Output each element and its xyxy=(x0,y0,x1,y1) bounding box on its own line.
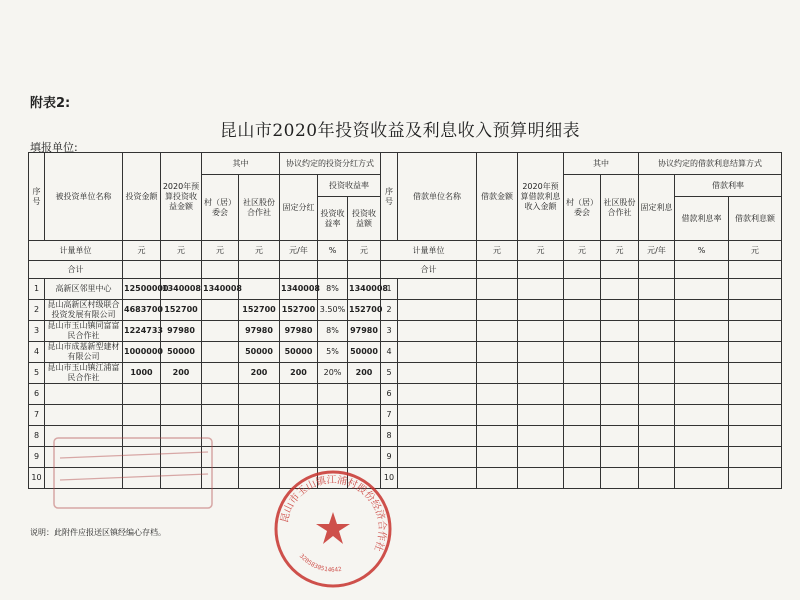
row-empty-cell xyxy=(675,279,729,300)
budget-table xyxy=(28,152,782,489)
header-borrower-name: 借款单位名称 xyxy=(398,153,477,241)
row-village-amount xyxy=(202,468,239,489)
header-loan-interest-amount: 借款利息额 xyxy=(729,197,782,241)
total-cell xyxy=(318,261,348,279)
row-coop-amount: 97980 xyxy=(239,321,280,342)
total-cell xyxy=(675,261,729,279)
row-budget-income: 50000 xyxy=(161,342,202,363)
row-budget-income xyxy=(161,468,202,489)
row-seq-right: 8 xyxy=(381,426,398,447)
row-empty-cell xyxy=(639,384,675,405)
seal-number: 3205830514642 xyxy=(297,552,343,574)
row-empty-cell xyxy=(639,468,675,489)
row-yield-amount: 152700 xyxy=(348,300,381,321)
row-fixed-dividend xyxy=(280,447,318,468)
row-empty-cell xyxy=(398,342,477,363)
row-yield-amount: 200 xyxy=(348,363,381,384)
row-yield-rate xyxy=(318,384,348,405)
row-investee-name: 昆山高新区村级联合投资发展有限公司 xyxy=(45,300,123,321)
row-yield-rate xyxy=(318,447,348,468)
unit-cell: 元 xyxy=(564,241,601,261)
row-village-amount xyxy=(202,426,239,447)
row-empty-cell xyxy=(729,279,782,300)
header-investment-yield-group: 投资收益率 xyxy=(318,175,381,197)
row-investment-amount xyxy=(123,447,161,468)
row-empty-cell xyxy=(518,279,564,300)
row-seq-right: 4 xyxy=(381,342,398,363)
row-village-amount xyxy=(202,300,239,321)
total-cell xyxy=(518,261,564,279)
row-empty-cell xyxy=(518,447,564,468)
header-village-committee-right: 村（居）委会 xyxy=(564,175,601,241)
header-investment-yield-amount: 投资收益额 xyxy=(348,197,381,241)
row-coop-amount: 200 xyxy=(239,363,280,384)
unit-cell: 元 xyxy=(161,241,202,261)
header-agreed-interest-method: 协议约定的借款利息结算方式 xyxy=(639,153,782,175)
row-empty-cell xyxy=(398,447,477,468)
row-budget-income: 97980 xyxy=(161,321,202,342)
row-yield-rate: 3.50% xyxy=(318,300,348,321)
row-yield-rate xyxy=(318,426,348,447)
header-community-coop-right: 社区股份合作社 xyxy=(601,175,639,241)
row-empty-cell xyxy=(398,300,477,321)
unit-cell: 元 xyxy=(518,241,564,261)
total-cell xyxy=(280,261,318,279)
row-investment-amount xyxy=(123,384,161,405)
table-row xyxy=(29,363,782,384)
row-seq-right: 9 xyxy=(381,447,398,468)
row-yield-amount: 50000 xyxy=(348,342,381,363)
row-investee-name xyxy=(45,384,123,405)
header-fixed-dividend: 固定分红 xyxy=(280,175,318,241)
row-yield-rate: 8% xyxy=(318,279,348,300)
row-investee-name xyxy=(45,426,123,447)
row-coop-amount xyxy=(239,384,280,405)
total-cell xyxy=(348,261,381,279)
row-empty-cell xyxy=(675,342,729,363)
row-investee-name xyxy=(45,447,123,468)
total-label-right: 合计 xyxy=(381,261,477,279)
row-empty-cell xyxy=(398,363,477,384)
row-seq-right: 5 xyxy=(381,363,398,384)
row-coop-amount xyxy=(239,405,280,426)
row-empty-cell xyxy=(564,321,601,342)
total-cell xyxy=(729,261,782,279)
header-loan-amount: 借款金额 xyxy=(477,153,518,241)
row-empty-cell xyxy=(564,363,601,384)
row-empty-cell xyxy=(477,426,518,447)
row-empty-cell xyxy=(477,405,518,426)
unit-cell: 元 xyxy=(601,241,639,261)
table-row xyxy=(29,468,782,489)
header-fixed-interest: 固定利息 xyxy=(639,175,675,241)
header-among-right: 其中 xyxy=(564,153,639,175)
row-fixed-dividend xyxy=(280,426,318,447)
row-empty-cell xyxy=(729,321,782,342)
row-investee-name: 昆山市成基新型建材有限公司 xyxy=(45,342,123,363)
unit-cell: % xyxy=(318,241,348,261)
row-budget-income: 1340008 xyxy=(161,279,202,300)
row-empty-cell xyxy=(675,384,729,405)
footnote: 说明：此附件应报送区镇经编心存档。 xyxy=(30,528,166,537)
row-fixed-dividend: 152700 xyxy=(280,300,318,321)
row-empty-cell xyxy=(398,405,477,426)
row-coop-amount xyxy=(239,447,280,468)
row-fixed-dividend xyxy=(280,405,318,426)
row-village-amount xyxy=(202,342,239,363)
total-cell xyxy=(477,261,518,279)
row-seq: 9 xyxy=(29,447,45,468)
row-village-amount xyxy=(202,405,239,426)
row-empty-cell xyxy=(601,342,639,363)
row-fixed-dividend xyxy=(280,384,318,405)
row-empty-cell xyxy=(675,363,729,384)
svg-text:3205830514642 xyxy=(298,553,343,574)
row-empty-cell xyxy=(729,468,782,489)
row-empty-cell xyxy=(639,321,675,342)
row-empty-cell xyxy=(729,363,782,384)
total-cell xyxy=(564,261,601,279)
header-loan-interest-rate: 借款利息率 xyxy=(675,197,729,241)
unit-cell: 元/年 xyxy=(639,241,675,261)
header-community-coop: 社区股份合作社 xyxy=(239,175,280,241)
row-village-amount xyxy=(202,384,239,405)
header-seq-right: 序号 xyxy=(381,153,398,241)
row-empty-cell xyxy=(601,384,639,405)
row-empty-cell xyxy=(729,426,782,447)
header-seq: 序号 xyxy=(29,153,45,241)
row-seq: 1 xyxy=(29,279,45,300)
row-empty-cell xyxy=(518,342,564,363)
unit-cell: 元/年 xyxy=(280,241,318,261)
row-yield-amount xyxy=(348,384,381,405)
header-among: 其中 xyxy=(202,153,280,175)
row-seq: 3 xyxy=(29,321,45,342)
row-village-amount: 1340008 xyxy=(202,279,239,300)
row-empty-cell xyxy=(601,363,639,384)
row-empty-cell xyxy=(601,279,639,300)
row-empty-cell xyxy=(477,468,518,489)
row-investment-amount: 1000000 xyxy=(123,342,161,363)
row-empty-cell xyxy=(564,405,601,426)
row-empty-cell xyxy=(564,468,601,489)
table-row xyxy=(29,384,782,405)
row-empty-cell xyxy=(601,300,639,321)
row-empty-cell xyxy=(518,321,564,342)
table-row xyxy=(29,342,782,363)
row-investee-name: 高新区邻里中心 xyxy=(45,279,123,300)
row-yield-rate: 20% xyxy=(318,363,348,384)
row-seq: 8 xyxy=(29,426,45,447)
header-loan-rate-group: 借款利率 xyxy=(675,175,782,197)
total-cell xyxy=(639,261,675,279)
row-empty-cell xyxy=(564,447,601,468)
header-investee-name: 被投资单位名称 xyxy=(45,153,123,241)
row-seq: 5 xyxy=(29,363,45,384)
row-budget-income xyxy=(161,405,202,426)
row-fixed-dividend: 1340008 xyxy=(280,279,318,300)
row-investment-amount xyxy=(123,468,161,489)
seal-text: 昆山市玉山镇江浦村股份经济合作社 xyxy=(279,474,388,553)
row-yield-amount: 1340008 xyxy=(348,279,381,300)
row-seq: 2 xyxy=(29,300,45,321)
row-seq-right: 7 xyxy=(381,405,398,426)
table-row xyxy=(29,279,782,300)
row-empty-cell xyxy=(477,279,518,300)
row-empty-cell xyxy=(564,384,601,405)
row-investee-name xyxy=(45,468,123,489)
row-empty-cell xyxy=(639,342,675,363)
unit-cell: 元 xyxy=(477,241,518,261)
table-row xyxy=(29,426,782,447)
total-label: 合计 xyxy=(29,261,123,279)
row-investee-name: 昆山市玉山镇同富富民合作社 xyxy=(45,321,123,342)
row-empty-cell xyxy=(729,447,782,468)
unit-cell: 元 xyxy=(123,241,161,261)
row-seq: 6 xyxy=(29,384,45,405)
data-rows xyxy=(29,279,782,489)
row-empty-cell xyxy=(564,426,601,447)
row-empty-cell xyxy=(639,279,675,300)
unit-label-right: 计量单位 xyxy=(381,241,477,261)
header-budget-interest: 2020年预算借款利息收入金额 xyxy=(518,153,564,241)
total-cell xyxy=(239,261,280,279)
row-fixed-dividend: 50000 xyxy=(280,342,318,363)
row-coop-amount: 152700 xyxy=(239,300,280,321)
table-row xyxy=(29,300,782,321)
filing-unit-label: 填报单位: xyxy=(30,141,78,154)
total-cell xyxy=(601,261,639,279)
row-seq-right: 10 xyxy=(381,468,398,489)
row-coop-amount xyxy=(239,468,280,489)
row-coop-amount xyxy=(239,279,280,300)
page-title: 昆山市2020年投资收益及利息收入预算明细表 xyxy=(219,121,581,141)
unit-cell: 元 xyxy=(729,241,782,261)
table-row xyxy=(29,447,782,468)
row-empty-cell xyxy=(398,384,477,405)
row-empty-cell xyxy=(564,279,601,300)
row-village-amount xyxy=(202,363,239,384)
row-empty-cell xyxy=(398,426,477,447)
row-empty-cell xyxy=(639,447,675,468)
row-empty-cell xyxy=(601,447,639,468)
row-investee-name xyxy=(45,405,123,426)
row-empty-cell xyxy=(729,384,782,405)
header-investment-amount: 投资金额 xyxy=(123,153,161,241)
row-empty-cell xyxy=(729,300,782,321)
row-yield-amount: 97980 xyxy=(348,321,381,342)
header-budget-income: 2020年预算投资收益金额 xyxy=(161,153,202,241)
row-investment-amount: 12500000 xyxy=(123,279,161,300)
row-yield-amount xyxy=(348,426,381,447)
row-village-amount xyxy=(202,447,239,468)
row-empty-cell xyxy=(675,426,729,447)
row-empty-cell xyxy=(398,321,477,342)
row-empty-cell xyxy=(675,321,729,342)
row-yield-rate: 8% xyxy=(318,321,348,342)
row-village-amount xyxy=(202,321,239,342)
row-empty-cell xyxy=(518,468,564,489)
row-empty-cell xyxy=(518,300,564,321)
row-empty-cell xyxy=(675,468,729,489)
row-empty-cell xyxy=(601,321,639,342)
row-coop-amount: 50000 xyxy=(239,342,280,363)
unit-label: 计量单位 xyxy=(29,241,123,261)
row-seq-right: 3 xyxy=(381,321,398,342)
table-row xyxy=(29,405,782,426)
row-seq-right: 2 xyxy=(381,300,398,321)
row-yield-amount xyxy=(348,447,381,468)
row-seq: 4 xyxy=(29,342,45,363)
row-yield-amount xyxy=(348,468,381,489)
row-investee-name: 昆山市玉山镇江浦富民合作社 xyxy=(45,363,123,384)
row-budget-income xyxy=(161,426,202,447)
row-investment-amount: 1224733 xyxy=(123,321,161,342)
row-empty-cell xyxy=(639,300,675,321)
attachment-label: 附表2: xyxy=(30,96,71,111)
header-village-committee: 村（居）委会 xyxy=(202,175,239,241)
row-empty-cell xyxy=(564,300,601,321)
row-empty-cell xyxy=(639,405,675,426)
row-empty-cell xyxy=(518,426,564,447)
row-seq-right: 6 xyxy=(381,384,398,405)
row-empty-cell xyxy=(675,300,729,321)
row-yield-rate xyxy=(318,468,348,489)
row-investment-amount: 1000 xyxy=(123,363,161,384)
unit-cell: 元 xyxy=(239,241,280,261)
row-empty-cell xyxy=(518,363,564,384)
row-empty-cell xyxy=(639,363,675,384)
row-fixed-dividend xyxy=(280,468,318,489)
unit-cell: % xyxy=(675,241,729,261)
row-seq-right: 1 xyxy=(381,279,398,300)
row-empty-cell xyxy=(477,363,518,384)
row-empty-cell xyxy=(477,321,518,342)
row-investment-amount xyxy=(123,405,161,426)
row-empty-cell xyxy=(601,468,639,489)
row-empty-cell xyxy=(477,300,518,321)
row-budget-income xyxy=(161,447,202,468)
row-investment-amount xyxy=(123,426,161,447)
total-cell xyxy=(123,261,161,279)
unit-cell: 元 xyxy=(202,241,239,261)
row-investment-amount: 4683700 xyxy=(123,300,161,321)
row-empty-cell xyxy=(398,468,477,489)
row-fixed-dividend: 97980 xyxy=(280,321,318,342)
row-budget-income: 200 xyxy=(161,363,202,384)
total-cell xyxy=(202,261,239,279)
row-yield-rate xyxy=(318,405,348,426)
row-empty-cell xyxy=(729,405,782,426)
row-budget-income xyxy=(161,384,202,405)
row-empty-cell xyxy=(639,426,675,447)
row-budget-income: 152700 xyxy=(161,300,202,321)
row-empty-cell xyxy=(477,342,518,363)
row-empty-cell xyxy=(477,384,518,405)
row-empty-cell xyxy=(477,447,518,468)
row-empty-cell xyxy=(729,342,782,363)
row-fixed-dividend: 200 xyxy=(280,363,318,384)
unit-cell: 元 xyxy=(348,241,381,261)
row-empty-cell xyxy=(398,279,477,300)
row-empty-cell xyxy=(601,426,639,447)
row-seq: 10 xyxy=(29,468,45,489)
row-empty-cell xyxy=(518,405,564,426)
row-coop-amount xyxy=(239,426,280,447)
row-seq: 7 xyxy=(29,405,45,426)
row-empty-cell xyxy=(518,384,564,405)
row-yield-rate: 5% xyxy=(318,342,348,363)
row-yield-amount xyxy=(348,405,381,426)
row-empty-cell xyxy=(675,447,729,468)
table-row xyxy=(29,321,782,342)
row-empty-cell xyxy=(601,405,639,426)
header-agreed-method: 协议约定的投资分红方式 xyxy=(280,153,381,175)
header-investment-yield-rate: 投资收益率 xyxy=(318,197,348,241)
row-empty-cell xyxy=(564,342,601,363)
total-cell xyxy=(161,261,202,279)
row-empty-cell xyxy=(675,405,729,426)
